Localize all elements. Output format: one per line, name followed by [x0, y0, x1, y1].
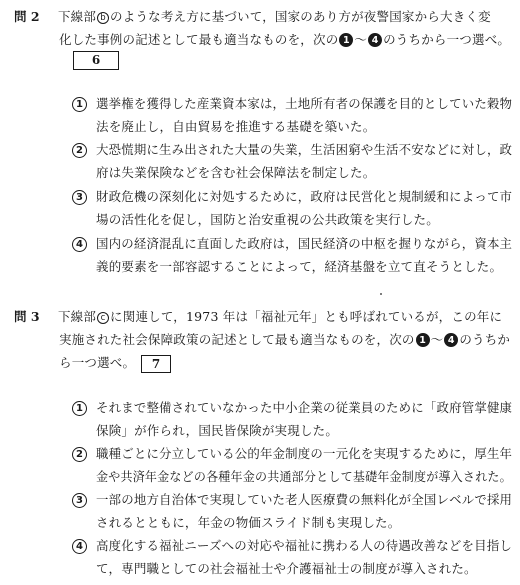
- q3-stem-text-e: ら一つ選べ。: [59, 355, 136, 370]
- q3-stem-line1: [14, 308, 502, 326]
- q2-choice-1-line1: 選挙権を獲得した産業資本家は，土地所有者の保護を目的としていた穀物: [96, 96, 513, 111]
- q3-stem-text-d: のうちか: [459, 332, 511, 347]
- q2-answer-box[interactable]: 6: [73, 51, 119, 70]
- q3-label: 問 3: [14, 309, 40, 324]
- q2-choice-2-line2: 府は失業保険などを含む社会保障法を制定した。: [96, 165, 376, 180]
- q3-choice-3-line2: されるとともに，年金の物価スライド制も実現した。: [96, 515, 401, 530]
- q3-choice-3-line1: 一部の地方自治体で実現していた老人医療費の無料化が全国レベルで採用: [96, 492, 513, 507]
- q3-stem-text-a: 下線部: [57, 309, 97, 324]
- q2-choice-2-line1: 大恐慌期に生み出された大量の失業，生活困窮や生活不安などに対し，政: [96, 142, 513, 157]
- scan-dot: [380, 293, 382, 295]
- q3-answer-box[interactable]: 7: [141, 355, 171, 373]
- q3-range-sep: ～: [430, 332, 444, 347]
- q2-choice-3-line1: 財政危機の深刻化に対処するために，政府は民営化と規制緩和によって市: [96, 189, 513, 204]
- q2-choice-3-mark[interactable]: 3: [72, 190, 87, 205]
- q2-choice-1-mark[interactable]: 1: [72, 97, 87, 112]
- q2-stem-line2: [59, 31, 510, 49]
- q2-stem-line1: [14, 8, 491, 26]
- q3-choice-4-line2: て，専門職としての社会福祉士や介護福祉士の制度が導入された。: [96, 561, 477, 576]
- q3-range-from: 1: [416, 333, 430, 347]
- q2-label: 問 2: [14, 9, 40, 24]
- q3-stem-text-c: 実施された社会保障政策の記述として最も適当なものを，次の: [59, 332, 415, 347]
- q2-stem-text-c: 化した事例の記述として最も適当なものを，次の: [59, 32, 339, 47]
- q3-choice-1-line2: 保険」が作られ，国民皆保険が実現した。: [96, 423, 339, 438]
- q2-stem-text-d: のうちから一つ選べ。: [383, 32, 511, 47]
- q2-range-from: 1: [339, 33, 353, 47]
- q3-choice-2-line1: 職種ごとに分立している公的年金制度の一元化を実現するために，厚生年: [96, 446, 513, 461]
- q3-choice-4-line1: 高度化する福祉ニーズへの対応や福祉に携わる人の待遇改善などを目指し: [96, 538, 512, 553]
- q2-choice-2-mark[interactable]: 2: [72, 143, 87, 158]
- q3-choice-2-line2: 金や共済年金などの各種年金の共通部分として基礎年金制度が導入された。: [96, 469, 512, 484]
- q3-stem-line3: [59, 354, 171, 373]
- q2-stem-text-a: 下線部: [57, 9, 97, 24]
- q2-underline-marker: b: [97, 12, 109, 24]
- q3-choice-1-line1: それまで整備されていなかった中小企業の従業員のために「政府管掌健康: [96, 400, 513, 415]
- q3-stem-line2: [59, 331, 510, 349]
- q2-range-sep: ～: [354, 32, 368, 47]
- q3-underline-marker: c: [97, 312, 109, 324]
- q3-choice-4-mark[interactable]: 4: [72, 539, 87, 554]
- q2-range-to: 4: [368, 33, 382, 47]
- q3-choice-1-mark[interactable]: 1: [72, 401, 87, 416]
- q2-choice-4-mark[interactable]: 4: [72, 237, 87, 252]
- q2-choice-4-line2: 義的要素を一部容認することによって，経済基盤を立て直そうとした。: [96, 259, 503, 274]
- q2-choice-4-line1: 国内の経済混乱に直面した政府は，国民経済の中枢を握りながら，資本主: [96, 236, 513, 251]
- q2-choice-1-line2: 法を廃止し，自由貿易を推進する基礎を築いた。: [96, 119, 376, 134]
- q3-range-to: 4: [444, 333, 458, 347]
- q2-choice-3-line2: 場の活性化を促し，国防と治安重視の公共政策を実行した。: [96, 212, 439, 227]
- q2-stem-text-b: のような考え方に基づいて，国家のあり方が夜警国家から大きく変: [110, 9, 491, 24]
- q3-stem-text-b: に関連して，1973 年は「福祉元年」とも呼ばれているが，この年に: [110, 309, 503, 324]
- q3-choice-2-mark[interactable]: 2: [72, 447, 87, 462]
- q3-choice-3-mark[interactable]: 3: [72, 493, 87, 508]
